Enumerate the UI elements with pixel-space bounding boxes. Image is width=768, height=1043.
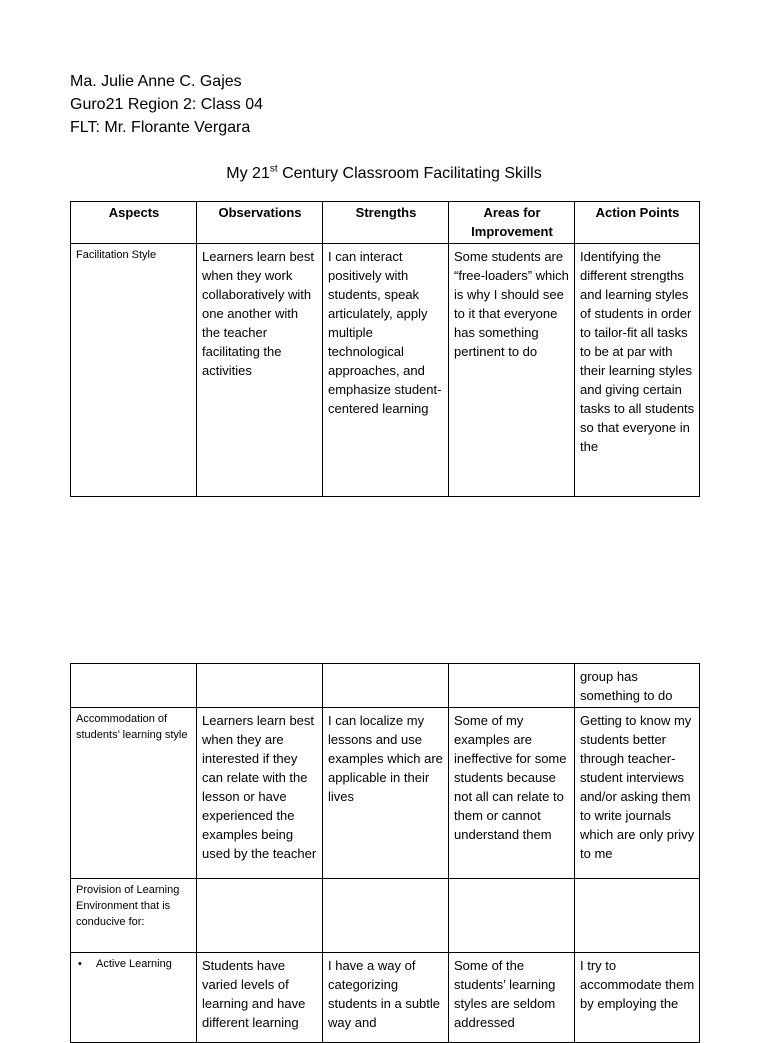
bullet-item <box>76 956 192 972</box>
author-name: Ma. Julie Anne C. Gajes <box>70 73 242 90</box>
flt-line: FLT: Mr. Florante Vergara <box>70 119 251 136</box>
improvement-cell: Some of the students’ learning styles are seldom addressed <box>449 953 575 1043</box>
bullet-label: Active Learning <box>96 958 172 970</box>
continuation-cell: group has something to do <box>575 664 700 708</box>
header-aspects: Aspects <box>71 202 197 244</box>
header-areas-for-improvement: Areas for Improvement <box>449 202 575 244</box>
observations-cell: Students have varied levels of learning and have different learning <box>197 953 323 1043</box>
empty-cell <box>575 879 700 953</box>
table-row <box>71 879 700 953</box>
header-action-points: Action Points <box>575 202 700 244</box>
strengths-cell: I can localize my lessons and use examples which are applicable in their lives <box>323 708 449 879</box>
strengths-cell: I have a way of categorizing students in a subtle way and <box>323 953 449 1043</box>
table-row <box>71 664 700 708</box>
observations-cell: Learners learn best when they are interested if they can relate with the lesson or have experienced the examples being used by the teacher <box>197 708 323 879</box>
aspect-cell: Facilitation Style <box>71 244 197 497</box>
aspect-cell: Provision of Learning Environment that is conducive for: <box>71 879 197 953</box>
aspect-cell <box>71 953 197 1043</box>
action-cell: Getting to know my students better through teacher-student interviews and/or asking them to write journals which are only privy to me <box>575 708 700 879</box>
skills-table-page1 <box>70 201 700 497</box>
empty-cell <box>449 879 575 953</box>
strengths-cell: I can interact positively with students, speak articulately, apply multiple technological approaches, and emphasize student-centered learning <box>323 244 449 497</box>
skills-table-page2 <box>70 663 700 1043</box>
header-strengths: Strengths <box>323 202 449 244</box>
bullet-icon: • <box>78 958 82 970</box>
empty-cell <box>197 879 323 953</box>
improvement-cell: Some of my examples are ineffective for some students because not all can relate to them or cannot understand them <box>449 708 575 879</box>
document-title: My 21st Century Classroom Facilitating Skills <box>226 163 542 182</box>
improvement-cell: Some students are “free-loaders” which is why I should see to it that everyone has something pertinent to do <box>449 244 575 497</box>
action-cell <box>575 244 700 497</box>
empty-cell <box>71 664 197 708</box>
aspect-cell: Accommodation of students’ learning style <box>71 708 197 879</box>
table-row <box>71 953 700 1043</box>
empty-cell <box>197 664 323 708</box>
document-header <box>70 70 263 139</box>
header-observations: Observations <box>197 202 323 244</box>
empty-cell <box>323 879 449 953</box>
empty-cell <box>323 664 449 708</box>
observations-cell: Learners learn best when they work collaboratively with one another with the teacher facilitating the activities <box>197 244 323 497</box>
action-cell: I try to accommodate them by employing the <box>575 953 700 1043</box>
program-line: Guro21 Region 2: Class 04 <box>70 96 263 113</box>
table-row <box>71 708 700 879</box>
table-header-row <box>71 202 700 244</box>
empty-cell <box>449 664 575 708</box>
action-text: Identifying the different strengths and learning styles of students in order to tailor-fit all tasks to be at par with their learning styles and giving certain tasks to all students so that everyone in the <box>580 249 695 454</box>
table-row <box>71 244 700 497</box>
